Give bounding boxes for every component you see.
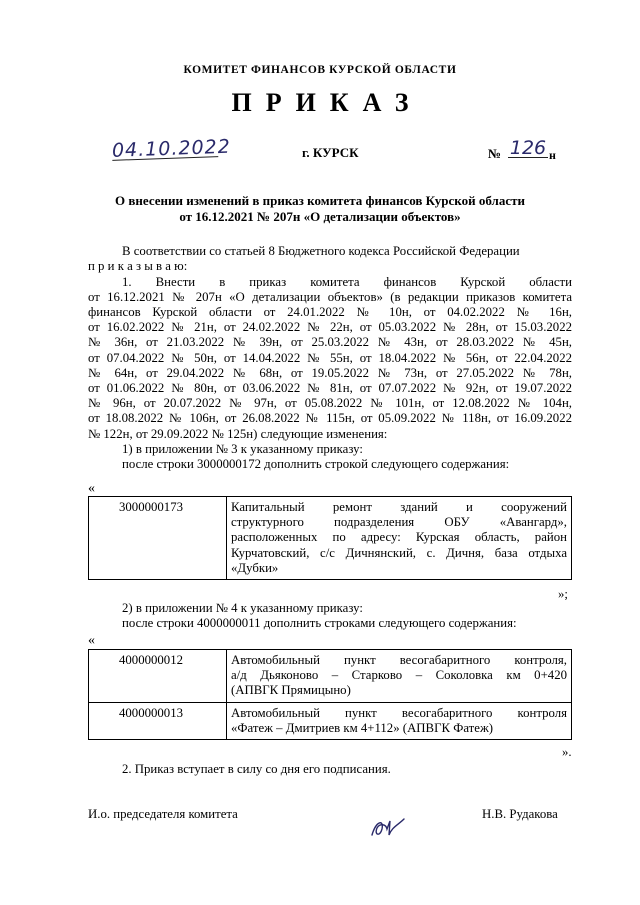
preamble-line-2: п р и к а з ы в а ю:: [88, 259, 188, 274]
handwritten-signature: [368, 815, 408, 841]
item-1-line: от 18.08.2022 № 106н, от 26.08.2022 № 115н, от 05.09.2022 № 118н, от 16.09.2022: [88, 411, 572, 426]
table-row: [89, 702, 572, 739]
order-heading: [0, 193, 640, 225]
heading-line-2: от 16.12.2021 № 207н «О детализации объектов»: [179, 209, 461, 224]
item-1-line: № 122н, от 29.09.2022 № 125н) следующие изменения:: [88, 426, 388, 441]
open-quote-2: «: [88, 633, 95, 648]
preamble-line-1: В соответствии со статьей 8 Бюджетного кодекса Российской Федерации: [122, 244, 520, 258]
row-description-line: Курчатовский, с/с Дичнянский, с. Дичня, база отдыха: [231, 545, 567, 560]
order-date: 04.10.2022: [111, 135, 232, 162]
item-1-line: № 64н, от 29.04.2022 № 68н, от 19.05.2022 № 73н, от 27.05.2022 № 78н,: [88, 365, 572, 380]
document-type-title: ПРИКАЗ: [231, 88, 423, 117]
item-1-line: № 36н, от 21.03.2022 № 39н, от 25.03.2022 № 43н, от 28.03.2022 № 45н,: [88, 335, 572, 350]
row-description: [227, 497, 572, 580]
sub-1-line-1: 1) в приложении № 3 к указанному приказу:: [122, 442, 363, 456]
row-description: [227, 650, 572, 703]
item-1-line: от 07.04.2022 № 50н, от 14.04.2022 № 55н, от 18.04.2022 № 56н, от 22.04.2022: [88, 350, 572, 365]
row-code: 3000000173: [89, 497, 227, 580]
row-description: [227, 702, 572, 739]
close-quote-1: »;: [558, 587, 568, 601]
item-1-paragraph: [88, 275, 572, 442]
row-description-line: Автомобильный пункт весогабаритного контроля: [231, 705, 567, 720]
heading-line-1: О внесении изменений в приказ комитета финансов Курской области: [115, 193, 525, 208]
row-description-line: (АПВГК Прямицыно): [231, 683, 351, 698]
open-quote-1: «: [88, 481, 95, 496]
preamble: [88, 244, 572, 274]
city: г. КУРСК: [302, 145, 359, 160]
item-1-line: 1. Внести в приказ комитета финансов Курской области: [122, 274, 572, 289]
signatory-name: Н.В. Рудакова: [482, 807, 558, 821]
item-1-line: от 16.12.2021 № 207н «О детализации объектов» (в редакции приказов комитета: [88, 289, 572, 304]
order-number-label: №: [488, 146, 502, 161]
close-quote-2: ».: [562, 745, 572, 759]
row-description-line: структурного подразделения ОБУ «Авангард»,: [231, 515, 567, 530]
row-description-line: Капитальный ремонт зданий и сооружений: [231, 500, 567, 514]
row-description-line: расположенных по адресу: Курская область, район: [231, 530, 567, 545]
signatory-position: И.о. председателя комитета: [88, 807, 238, 821]
row-code: 4000000012: [89, 650, 227, 703]
committee-name: КОМИТЕТ ФИНАНСОВ КУРСКОЙ ОБЛАСТИ: [183, 64, 457, 76]
row-code: 4000000013: [89, 702, 227, 739]
sub-2-line-1: 2) в приложении № 4 к указанному приказу:: [122, 601, 363, 615]
table-row: [89, 650, 572, 703]
sub-1-line-2: после строки 3000000172 дополнить строкой следующего содержания:: [122, 457, 510, 472]
order-number-suffix: н: [549, 148, 556, 162]
row-description-line: «Фатеж – Дмитриев км 4+112» (АПВГК Фатеж): [231, 720, 494, 735]
sub-2-intro: [122, 601, 582, 631]
appendix-4-insert-table: [88, 649, 572, 740]
table-row: [89, 497, 572, 580]
sub-2-line-2: после строки 4000000011 дополнить строками следующего содержания:: [122, 616, 517, 631]
appendix-3-insert-table: [88, 496, 572, 580]
row-description-line: а/д Дьяконово – Старково – Соколовка км 0+420: [231, 668, 567, 683]
item-2: 2. Приказ вступает в силу со дня его подписания.: [122, 762, 391, 776]
item-1-line: № 96н, от 20.07.2022 № 97н, от 05.08.2022 № 101н, от 12.08.2022 № 104н,: [88, 396, 572, 411]
item-1-line: от 16.02.2022 № 21н, от 24.02.2022 № 22н, от 05.03.2022 № 28н, от 15.03.2022: [88, 320, 572, 335]
item-1-line: от 01.06.2022 № 80н, от 03.06.2022 № 81н, от 07.07.2022 № 92н, от 19.07.2022: [88, 380, 572, 395]
order-number: 126: [509, 137, 547, 159]
row-description-line: Автомобильный пункт весогабаритного контроля,: [231, 653, 567, 667]
item-1-line: финансов Курской области от 24.01.2022 № 10н, от 04.02.2022 № 16н,: [88, 304, 572, 319]
sub-1-intro: [122, 442, 582, 472]
row-description-line: «Дубки»: [231, 560, 279, 575]
